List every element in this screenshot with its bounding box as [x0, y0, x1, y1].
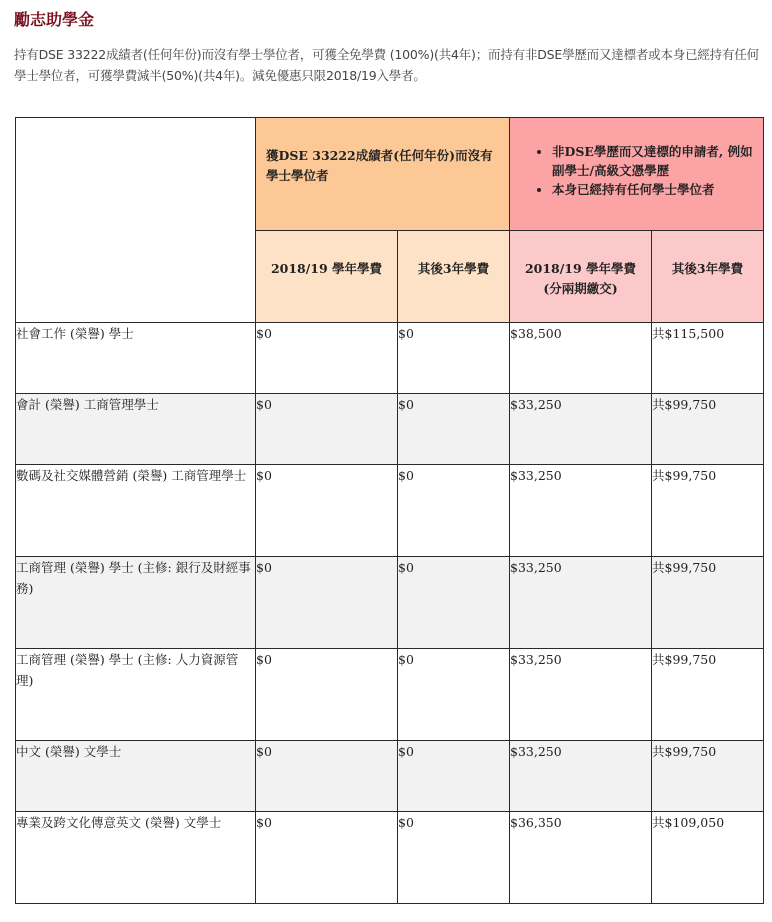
col-header-non-dse-year1: [510, 231, 652, 323]
non-dse-year1-fee: $33,250: [510, 649, 652, 741]
dse-later-fee: $0: [398, 812, 510, 904]
dse-later-fee: $0: [398, 394, 510, 465]
table-row: [16, 812, 764, 904]
programme-name: 專業及跨文化傳意英文 (榮譽) 文學士: [16, 812, 256, 904]
programme-name: 社會工作 (榮譽) 學士: [16, 323, 256, 394]
dse-later-fee: $0: [398, 557, 510, 649]
table-row: [16, 394, 764, 465]
dse-later-fee: $0: [398, 741, 510, 812]
programme-name: 工商管理 (榮譽) 學士 (主修: 銀行及財經事務): [16, 557, 256, 649]
col-header-dse-year1: [256, 231, 398, 323]
dse-year1-fee: $0: [256, 812, 398, 904]
dse-year1-fee: $0: [256, 465, 398, 557]
non-dse-year1-fee: $38,500: [510, 323, 652, 394]
col-header-non-dse-later: [652, 231, 764, 323]
intro-paragraph: 持有DSE 33222成績者(任何年份)而沒有學士學位者，可獲全免學費 (100%)(共4年)；而持有非DSE學歷而又達標者或本身已經持有任何學士學位者，可獲學費減半(50%)(共4年)。減免優惠只限2018/19入學者。: [14, 47, 759, 83]
group-header-non-dse: [510, 118, 764, 231]
col-header-dse-later: [398, 231, 510, 323]
dse-later-fee: $0: [398, 465, 510, 557]
dse-year1-fee: $0: [256, 557, 398, 649]
non-dse-later-fee: 共$99,750: [652, 394, 764, 465]
table-row: [16, 323, 764, 394]
page-title: 勵志助學金: [14, 10, 95, 29]
non-dse-criteria-list: [510, 118, 763, 199]
non-dse-later-fee: 共$99,750: [652, 649, 764, 741]
dse-year1-fee: $0: [256, 394, 398, 465]
dse-later-fee: $0: [398, 323, 510, 394]
group-header-dse: [256, 118, 510, 231]
programme-name: 會計 (榮譽) 工商管理學士: [16, 394, 256, 465]
table-row: [16, 649, 764, 741]
programme-name: 工商管理 (榮譽) 學士 (主修: 人力資源管理): [16, 649, 256, 741]
col-header-label: 其後3年學費: [671, 261, 744, 276]
non-dse-later-fee: 共$99,750: [652, 465, 764, 557]
non-dse-later-fee: 共$115,500: [652, 323, 764, 394]
table-row: [16, 465, 764, 557]
col-header-label: 2018/19 學年學費: [270, 261, 383, 276]
non-dse-year1-fee: $33,250: [510, 394, 652, 465]
non-dse-year1-fee: $33,250: [510, 741, 652, 812]
dse-year1-fee: $0: [256, 741, 398, 812]
non-dse-later-fee: 共$99,750: [652, 741, 764, 812]
non-dse-year1-fee: $33,250: [510, 465, 652, 557]
non-dse-later-fee: 共$109,050: [652, 812, 764, 904]
non-dse-year1-fee: $33,250: [510, 557, 652, 649]
dse-year1-fee: $0: [256, 323, 398, 394]
table-row: [16, 741, 764, 812]
group-header-dse-label: 獲DSE 33222成績者(任何年份)而沒有學士學位者: [266, 148, 493, 183]
dse-later-fee: $0: [398, 649, 510, 741]
col-header-label: 其後3年學費: [417, 261, 490, 276]
criteria-item: • 非DSE學歷而又達標的申請者, 例如副學士/高級文憑學歷: [552, 142, 755, 180]
table-row: [16, 557, 764, 649]
col-header-label: 2018/19 學年學費 (分兩期繳交): [524, 261, 637, 296]
non-dse-later-fee: 共$99,750: [652, 557, 764, 649]
corner-header-cell: [16, 118, 256, 323]
programme-name: 中文 (榮譽) 文學士: [16, 741, 256, 812]
non-dse-year1-fee: $36,350: [510, 812, 652, 904]
fee-table: [15, 117, 764, 904]
programme-name: 數碼及社交媒體營銷 (榮譽) 工商管理學士: [16, 465, 256, 557]
criteria-item: • 本身已經持有任何學士學位者: [552, 180, 755, 199]
dse-year1-fee: $0: [256, 649, 398, 741]
